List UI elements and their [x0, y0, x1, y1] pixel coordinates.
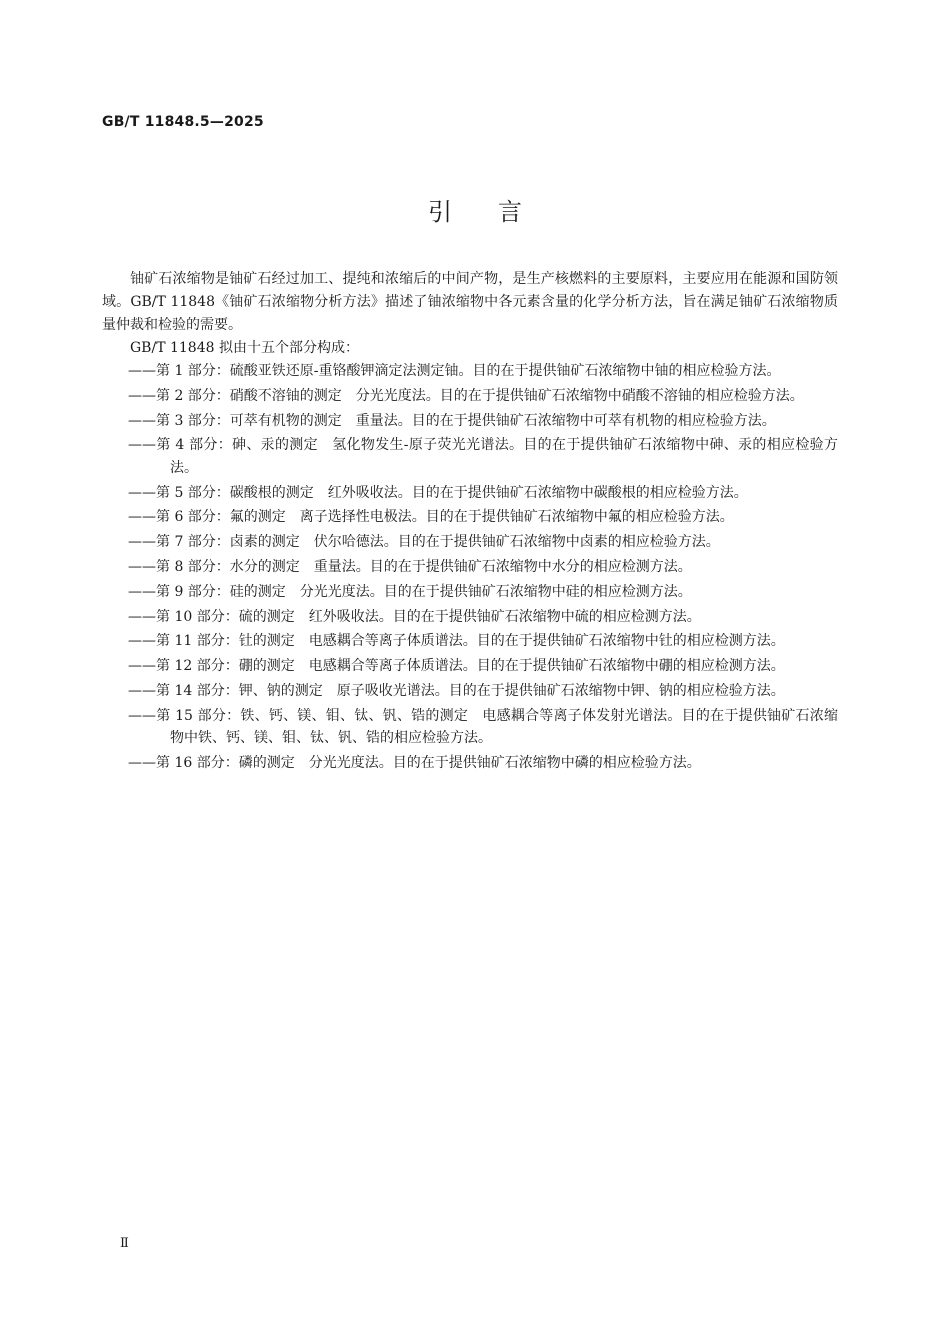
standard-code: GB/T 11848.5—2025	[102, 114, 264, 130]
list-item: ——第 11 部分：钍的测定 电感耦合等离子体质谱法。目的在于提供铀矿石浓缩物中钍的相应检测方法。	[128, 633, 785, 650]
list-item: ——第 3 部分：可萃有机物的测定 重量法。目的在于提供铀矿石浓缩物中可萃有机物的相应检验方法。	[128, 412, 776, 429]
list-item: ——第 15 部分：铁、钙、镁、钼、钛、钒、锆的测定 电感耦合等离子体发射光谱法。目的在于提供铀矿石浓缩物中铁、钙、镁、钼、钛、钒、锆的相应检验方法。	[128, 707, 838, 747]
list-item: ——第 1 部分：硫酸亚铁还原-重铬酸钾滴定法测定铀。目的在于提供铀矿石浓缩物中铀的相应检验方法。	[128, 363, 781, 379]
list-item: ——第 7 部分：卤素的测定 伏尔哈德法。目的在于提供铀矿石浓缩物中卤素的相应检验方法。	[128, 534, 720, 551]
list-item: ——第 4 部分：砷、汞的测定 氢化物发生-原子荧光光谱法。目的在于提供铀矿石浓缩物中砷、汞的相应检验方法。	[128, 437, 838, 476]
list-item: ——第 5 部分：碳酸根的测定 红外吸收法。目的在于提供铀矿石浓缩物中碳酸根的相应检验方法。	[128, 484, 748, 501]
parts-list	[102, 360, 838, 775]
list-item: ——第 14 部分：钾、钠的测定 原子吸收光谱法。目的在于提供铀矿石浓缩物中钾、钠的相应检验方法。	[128, 683, 785, 700]
page-number: Ⅱ	[120, 1236, 129, 1251]
list-item: ——第 9 部分：硅的测定 分光光度法。目的在于提供铀矿石浓缩物中硅的相应检测方法。	[128, 583, 692, 600]
list-item: ——第 12 部分：硼的测定 电感耦合等离子体质谱法。目的在于提供铀矿石浓缩物中硼的相应检测方法。	[128, 658, 785, 675]
list-item: ——第 10 部分：硫的测定 红外吸收法。目的在于提供铀矿石浓缩物中硫的相应检测方法。	[128, 608, 701, 625]
list-item: ——第 6 部分：氟的测定 离子选择性电极法。目的在于提供铀矿石浓缩物中氟的相应检验方法。	[128, 509, 734, 526]
document-body	[102, 268, 838, 777]
list-item: ——第 2 部分：硝酸不溶铀的测定 分光光度法。目的在于提供铀矿石浓缩物中硝酸不溶铀的相应检验方法。	[128, 387, 804, 404]
structure-paragraph: GB/T 11848 拟由十五个部分构成：	[130, 340, 359, 356]
intro-paragraph: 铀矿石浓缩物是铀矿石经过加工、提纯和浓缩后的中间产物，是生产核燃料的主要原料，主要应用在能源和国防领域。GB/T 11848《铀矿石浓缩物分析方法》描述了铀浓缩物中各元素含量的化学分析方法，旨在满足铀矿石浓缩物质量仲裁和检验的需要。	[102, 271, 838, 333]
page-title: 引言	[428, 198, 568, 226]
list-item: ——第 8 部分：水分的测定 重量法。目的在于提供铀矿石浓缩物中水分的相应检测方法。	[128, 559, 692, 576]
list-item: ——第 16 部分：磷的测定 分光光度法。目的在于提供铀矿石浓缩物中磷的相应检验方法。	[128, 755, 701, 772]
